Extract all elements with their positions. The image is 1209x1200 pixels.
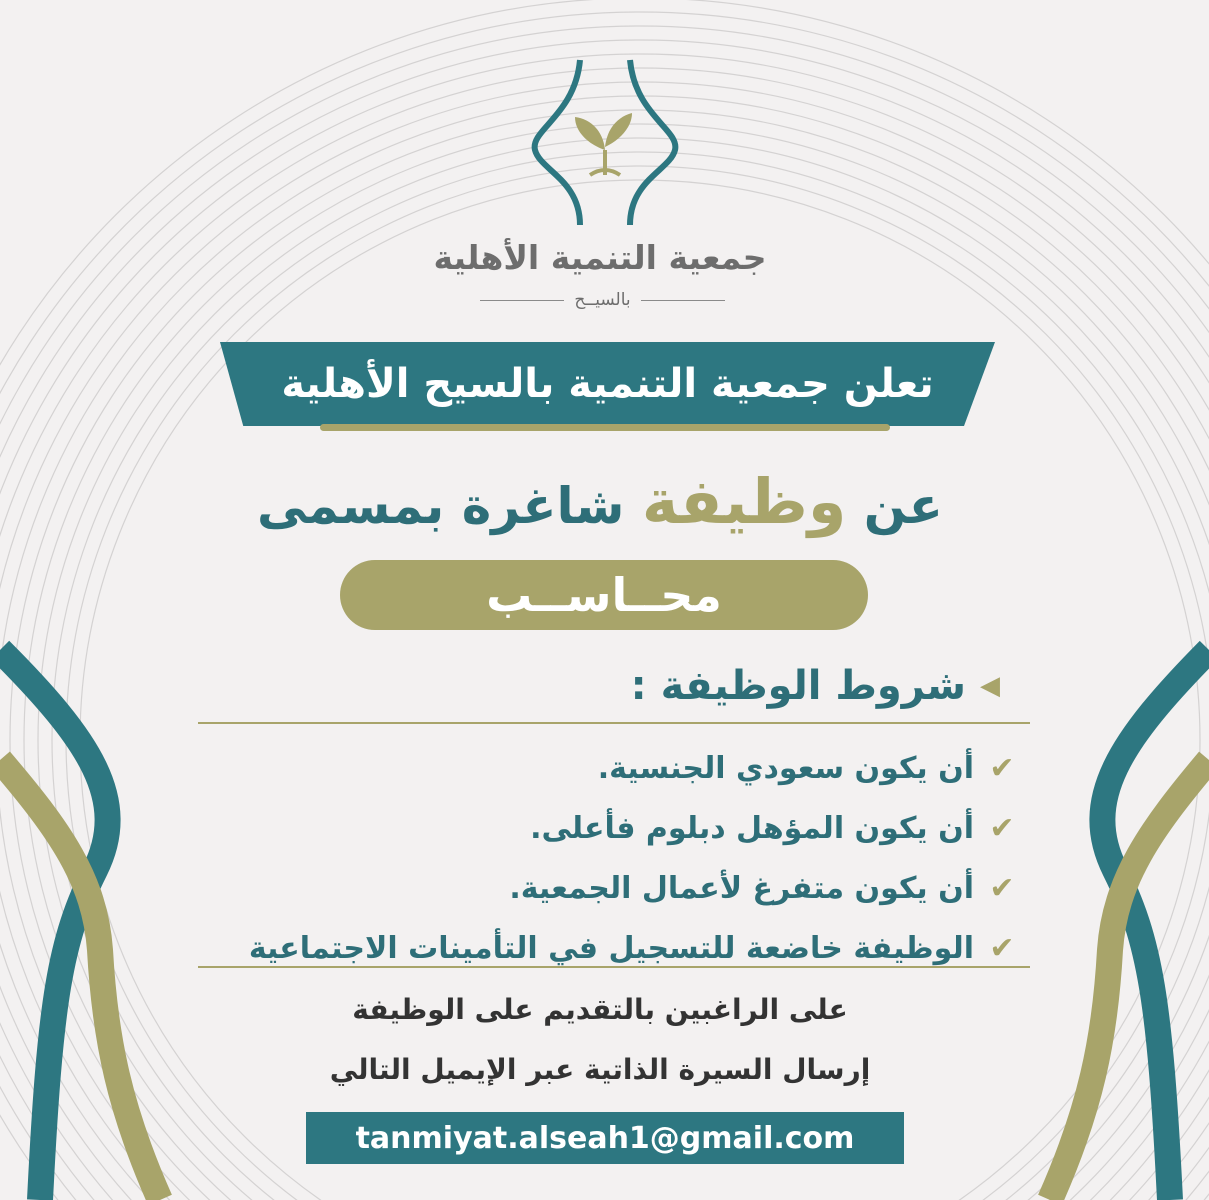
requirement-text: أن يكون سعودي الجنسية. <box>597 750 974 786</box>
organization-name: جمعية التنمية الأهلية <box>433 238 767 277</box>
triangle-bullet-icon: ◀ <box>980 671 1000 701</box>
vacancy-prefix: عن <box>863 477 943 535</box>
email-address[interactable]: tanmiyat.alseah1@gmail.com <box>306 1112 904 1164</box>
sprout-in-arch-icon <box>520 55 690 235</box>
requirements-list <box>200 738 1020 978</box>
headline-text: تعلن جمعية التنمية بالسيح الأهلية <box>281 361 934 407</box>
organization-location <box>480 288 725 312</box>
list-item <box>200 858 1020 918</box>
requirements-heading-text: شروط الوظيفة : <box>630 663 966 709</box>
checkmark-icon: ✔ <box>989 870 1015 906</box>
vacancy-suffix: شاغرة بمسمى <box>257 477 625 535</box>
requirement-text: أن يكون المؤهل دبلوم فأعلى. <box>530 810 974 846</box>
headline-underline <box>320 424 890 431</box>
checkmark-icon: ✔ <box>989 810 1015 846</box>
list-item <box>200 918 1020 978</box>
requirement-text: الوظيفة خاضعة للتسجيل في التأمينات الاجتماعية <box>248 930 974 966</box>
list-item <box>200 798 1020 858</box>
divider-line <box>480 300 564 301</box>
checkmark-icon: ✔ <box>989 930 1015 966</box>
requirements-heading <box>500 658 1000 714</box>
divider-line <box>641 300 725 301</box>
job-title-pill: محــاســب <box>340 560 868 630</box>
apply-instruction-line1: على الراغبين بالتقديم على الوظيفة <box>352 993 848 1026</box>
apply-instruction-line2: إرسال السيرة الذاتية عبر الإيميل التالي <box>329 1053 871 1086</box>
vacancy-line <box>200 465 1000 538</box>
divider <box>198 966 1030 968</box>
list-item <box>200 738 1020 798</box>
right-olive-arch <box>1050 760 1209 1200</box>
left-olive-arch <box>0 760 160 1200</box>
requirement-text: أن يكون متفرغ لأعمال الجمعية. <box>509 870 974 906</box>
vacancy-highlight: وظيفة <box>641 465 847 538</box>
checkmark-icon: ✔ <box>989 750 1015 786</box>
divider <box>198 722 1030 724</box>
organization-location-text: بالسيــح <box>574 290 631 310</box>
